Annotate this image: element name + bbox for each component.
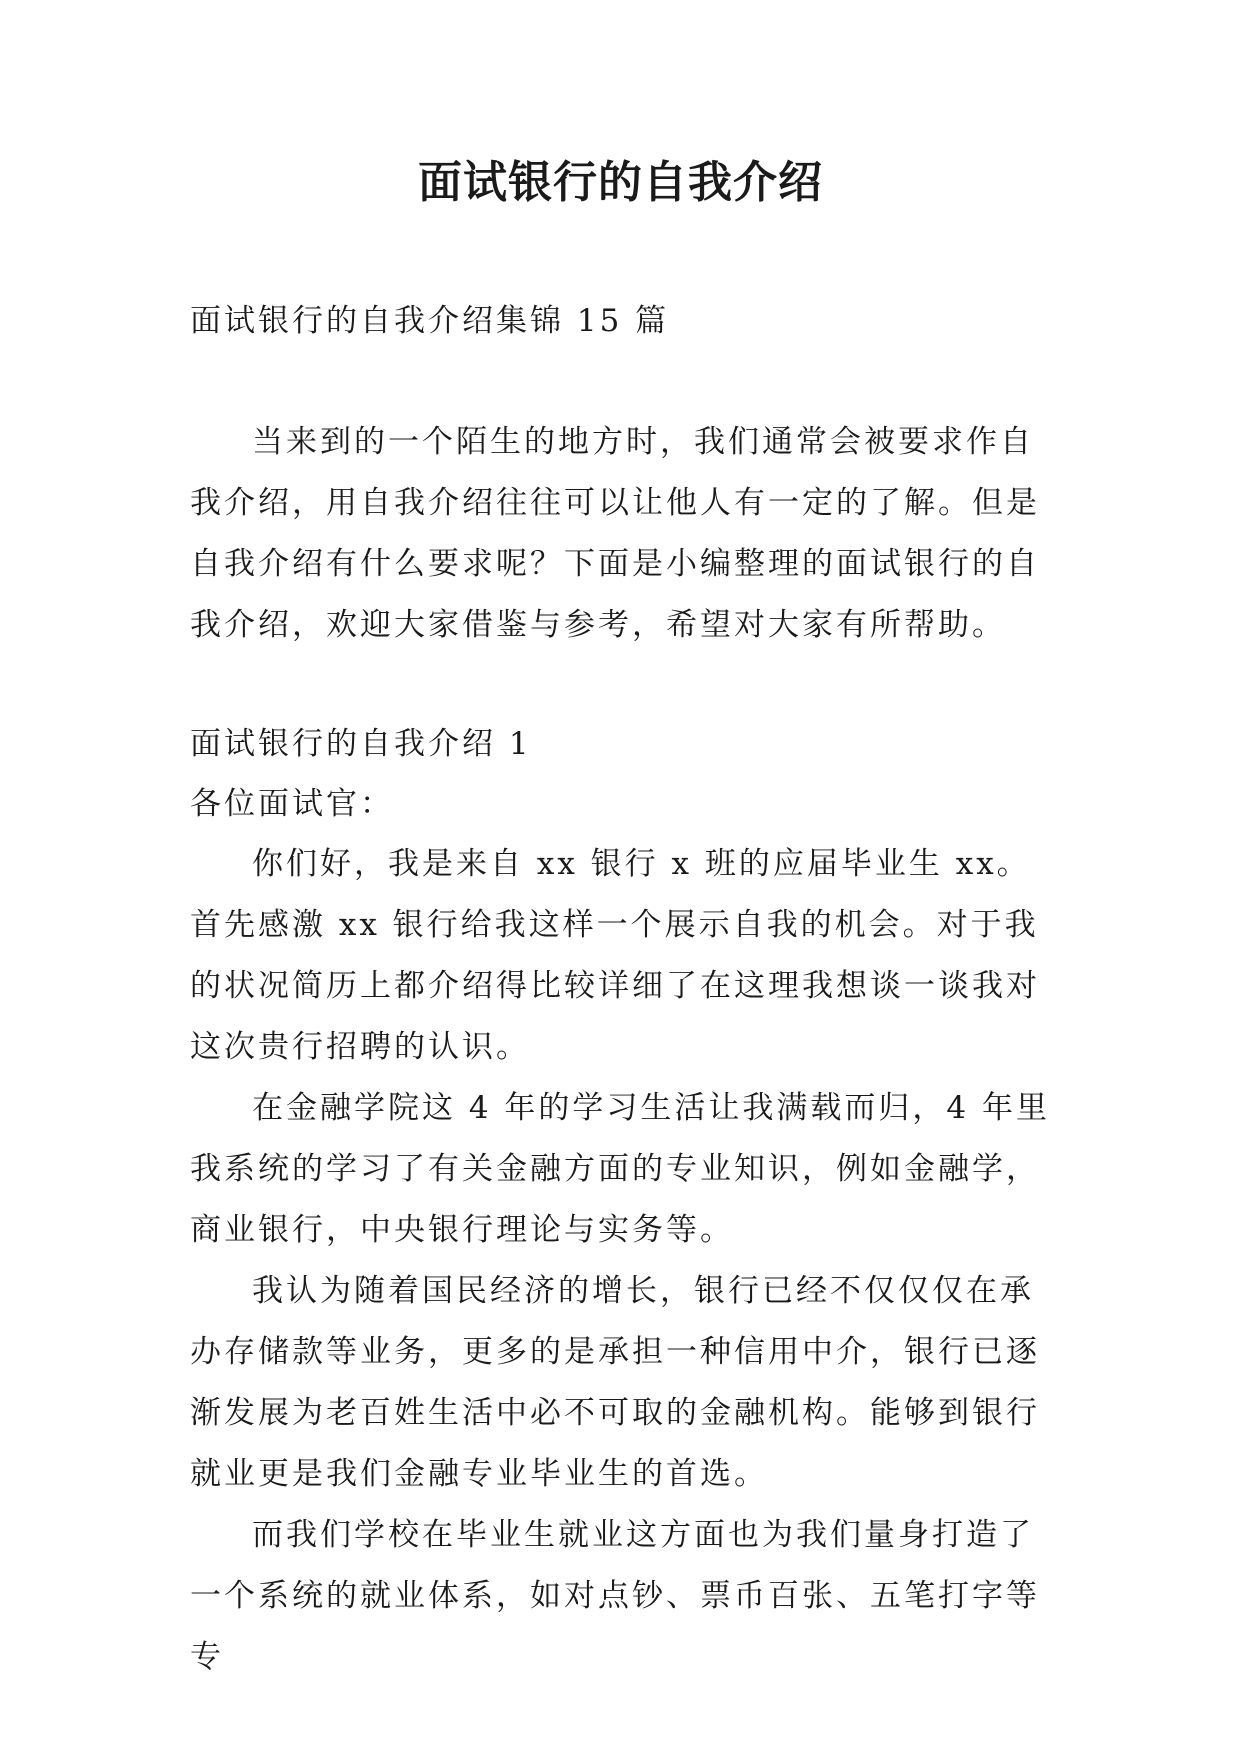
body-paragraph: 在金融学院这 4 年的学习生活让我满载而归，4 年里我系统的学习了有关金融方面的专业知识，例如金融学，商业银行，中央银行理论与实务等。 <box>190 1090 1051 1248</box>
document-subtitle: 面试银行的自我介绍集锦 15 篇 <box>190 303 670 339</box>
intro-paragraph: 当来到的一个陌生的地方时，我们通常会被要求作自我介绍，用自我介绍往往可以让他人有一定的了解。但是自我介绍有什么要求呢？下面是小编整理的面试银行的自我介绍，欢迎大家借鉴与参考，希望对大家有所帮助。 <box>190 424 1040 643</box>
section-heading: 面试银行的自我介绍 1 <box>190 726 532 762</box>
body-paragraph: 你们好，我是来自 xx 银行 x 班的应届毕业生 xx。首先感激 xx 银行给我这样一个展示自我的机会。对于我的状况简历上都介绍得比较详细了在这理我想谈一谈我对这次贵行招聘的认识。 <box>190 846 1040 1065</box>
document-title: 面试银行的自我介绍 <box>418 157 823 208</box>
document-body <box>190 290 1050 1688</box>
body-paragraph: 我认为随着国民经济的增长，银行已经不仅仅仅在承办存储款等业务，更多的是承担一种信用中介，银行已逐渐发展为老百姓生活中必不可取的金融机构。能够到银行就业更是我们金融专业毕业生的首选。 <box>190 1273 1040 1492</box>
salutation: 各位面试官： <box>190 786 394 822</box>
body-paragraph: 而我们学校在毕业生就业这方面也为我们量身打造了一个系统的就业体系，如对点钞、票币百张、五笔打字等专 <box>190 1517 1040 1675</box>
